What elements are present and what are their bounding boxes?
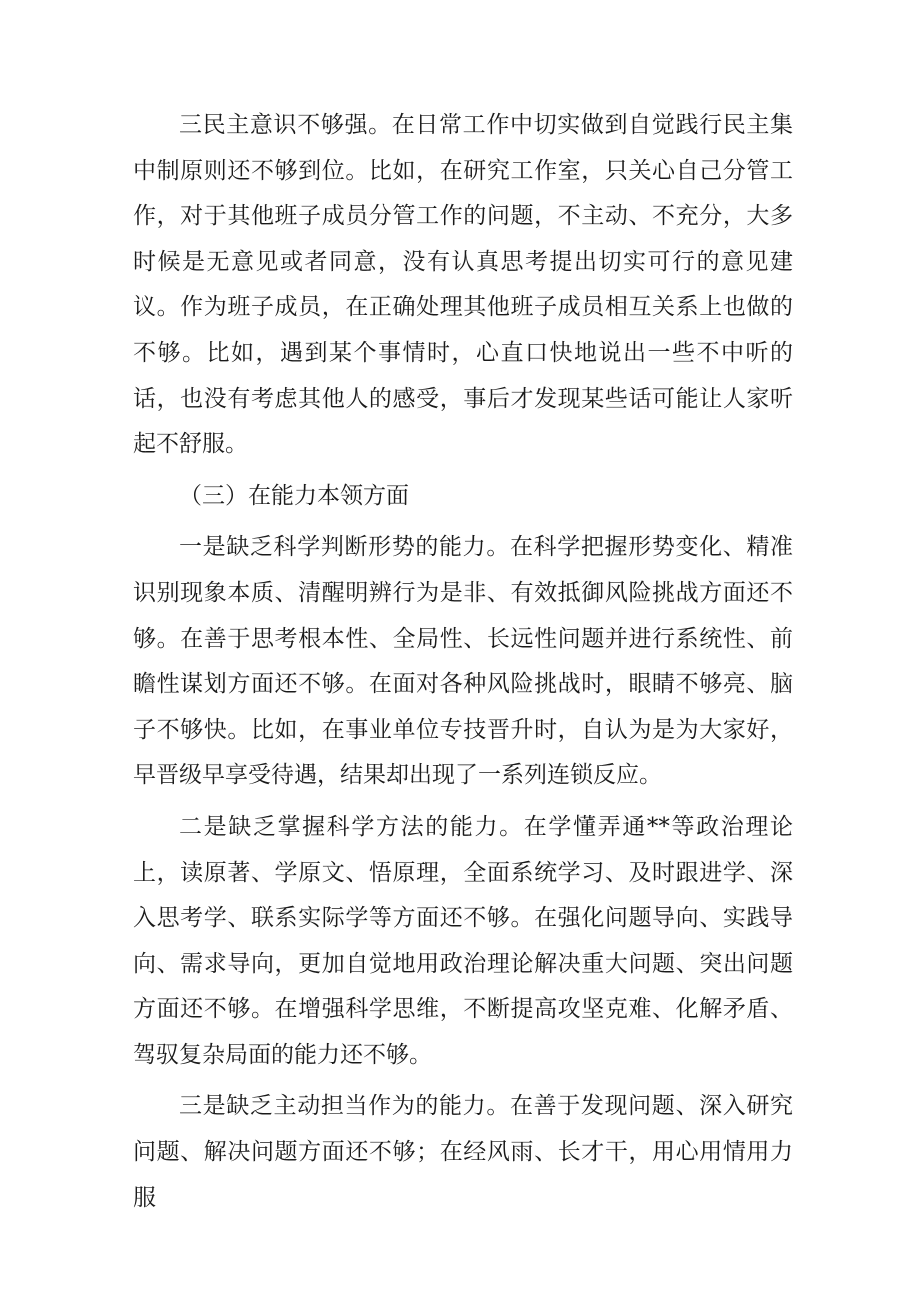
- section-heading-ability: （三）在能力本领方面: [179, 482, 409, 509]
- paragraph-taking-responsibility: 三是缺乏主动担当作为的能力。在善于发现问题、深入研究问题、解决问题方面还不够；在经风雨、长才干，用心用情用力服: [133, 1093, 793, 1211]
- paragraph-democratic-awareness: 三民主意识不够强。在日常工作中切实做到自觉践行民主集中制原则还不够到位。比如，在研究工作室，只关心自己分管工作，对于其他班子成员分管工作的问题，不主动、不充分，大多时候是无意见或者同意，没有认真思考提出切实可行的意见建议。作为班子成员，在正确处理其他班子成员相互关系上也做的不够。比如，遇到某个事情时，心直口快地说出一些不中听的话，也没有考虑其他人的感受，事后才发现某些话可能让人家听起不舒服。: [133, 112, 793, 458]
- paragraph-scientific-method: 二是缺乏掌握科学方法的能力。在学懂弄通**等政治理论上，读原著、学原文、悟原理，全面系统学习、及时跟进学、深入思考学、联系实际学等方面还不够。在强化问题导向、实践导向、需求导向，更加自觉地用政治理论解决重大问题、突出问题方面还不够。在增强科学思维，不断提高攻坚克难、化解矛盾、驾驭复杂局面的能力还不够。: [133, 813, 793, 1068]
- document-body: [133, 103, 793, 1221]
- paragraph-judging-situation: 一是缺乏科学判断形势的能力。在科学把握形势变化、精准识别现象本质、清醒明辨行为是非、有效抵御风险挑战方面还不够。在善于思考根本性、全局性、长远性问题并进行系统性、前瞻性谋划方面还不够。在面对各种风险挑战时，眼睛不够亮、脑子不够快。比如，在事业单位专技晋升时，自认为是为大家好，早晋级早享受待遇，结果却出现了一系列连锁反应。: [133, 534, 793, 789]
